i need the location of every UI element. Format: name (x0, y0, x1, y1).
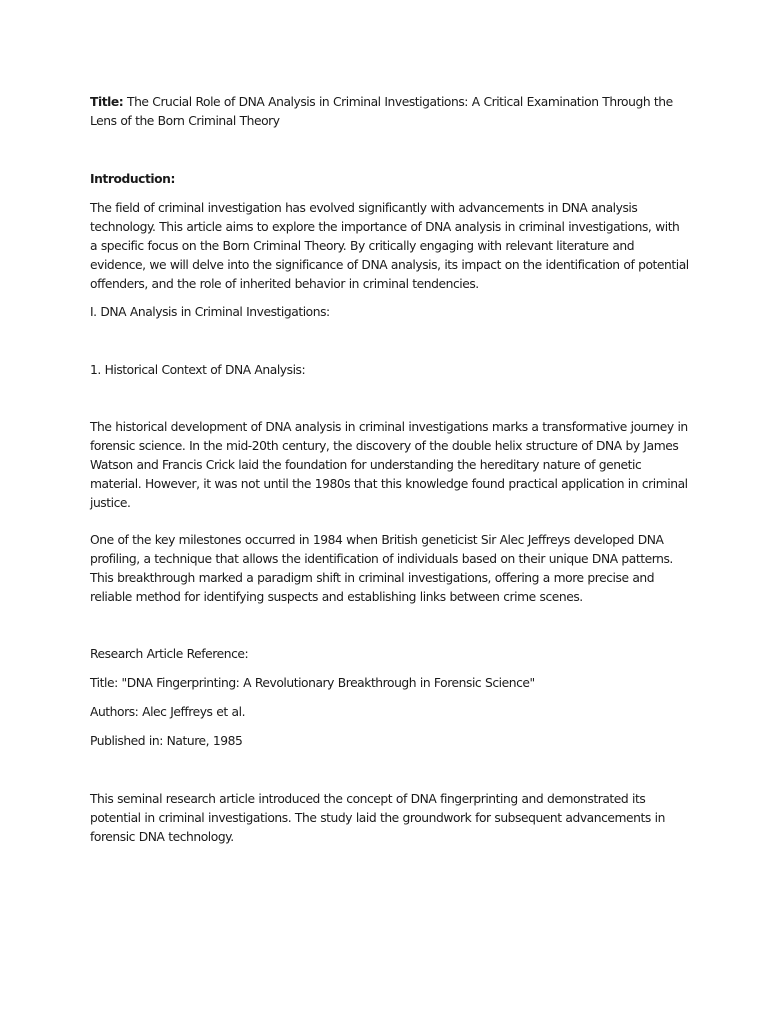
title-label: Title: (90, 95, 124, 109)
reference-heading: Research Article Reference: (90, 647, 249, 661)
introduction-paragraph: The field of criminal investigation has evolved significantly with advancements in DNA analysis technology. This article aims to explore the importance of DNA analysis in criminal investigations, with a specific focus on the Born Criminal Theory. By critically engaging with relevant literature and evidence, we will delve into the significance of DNA analysis, its impact on the identification of potential offenders, and the role of inherited behavior in criminal tendencies. (90, 201, 689, 291)
reference-title: Title: "DNA Fingerprinting: A Revolutionary Breakthrough in Forensic Science" (90, 676, 535, 690)
milestone-paragraph: One of the key milestones occurred in 1984 when British geneticist Sir Alec Jeffreys developed DNA profiling, a technique that allows the identification of individuals based on their unique DNA patterns. This breakthrough marked a paradigm shift in criminal investigations, offering a more precise and reliable method for identifying suspects and establishing links between crime scenes. (90, 533, 673, 604)
document-title (90, 93, 690, 131)
history-paragraph: The historical development of DNA analysis in criminal investigations marks a transformative journey in forensic science. In the mid-20th century, the discovery of the double helix structure of DNA by James Watson and Francis Crick laid the foundation for understanding the hereditary nature of genetic material. However, it was not until the 1980s that this knowledge found practical application in criminal justice. (90, 420, 688, 510)
introduction-heading: Introduction: (90, 172, 175, 186)
closing-paragraph: This seminal research article introduced the concept of DNA fingerprinting and demonstrated its potential in criminal investigations. The study laid the groundwork for subsequent advancements in forensic DNA technology. (90, 792, 665, 844)
reference-published: Published in: Nature, 1985 (90, 734, 243, 748)
reference-authors: Authors: Alec Jeffreys et al. (90, 705, 246, 719)
section-heading: I. DNA Analysis in Criminal Investigations: (90, 305, 330, 319)
title-text: The Crucial Role of DNA Analysis in Criminal Investigations: A Critical Examination Through the Lens of the Born Criminal Theory (90, 95, 673, 128)
subsection-heading: 1. Historical Context of DNA Analysis: (90, 363, 306, 377)
